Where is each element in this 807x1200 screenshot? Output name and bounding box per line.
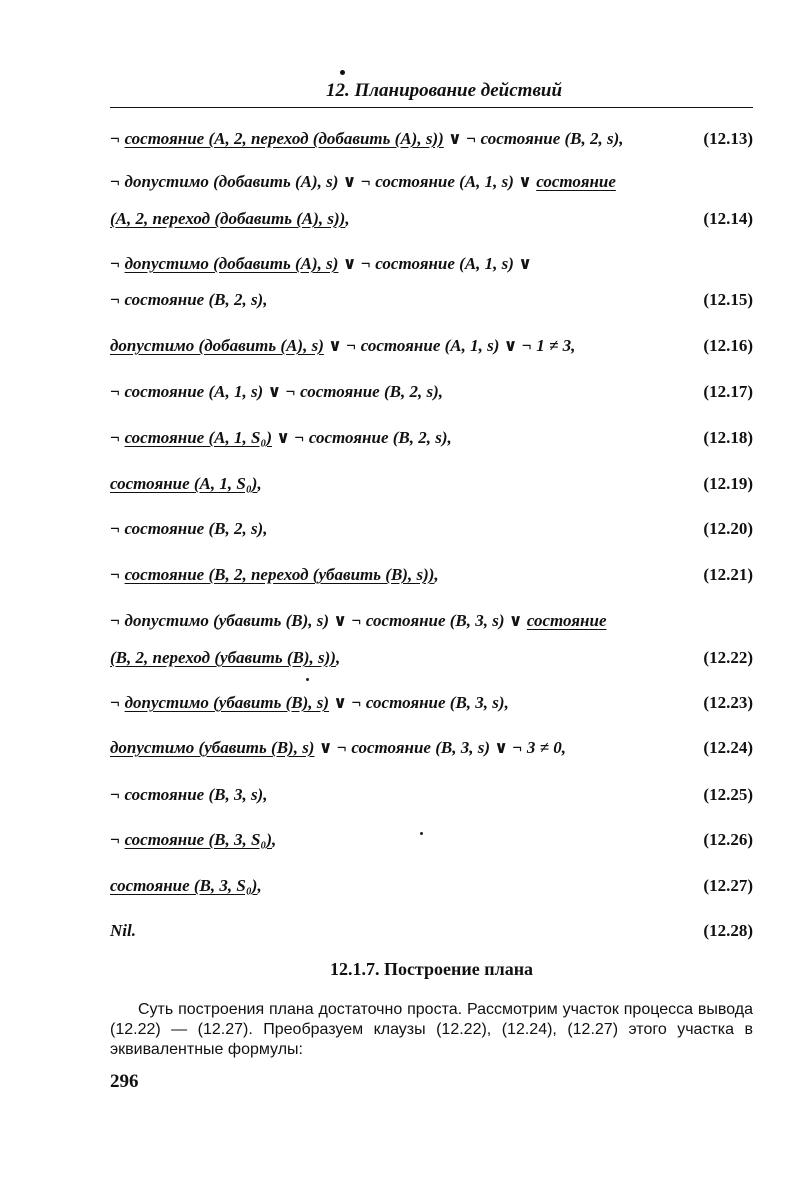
formula-line bbox=[110, 827, 753, 853]
formula-underlined-term: состояние (A, 1, S₀) bbox=[110, 474, 258, 493]
formula-term: ¬ состояние (B, 3, s), bbox=[110, 785, 268, 804]
formula-line bbox=[110, 608, 753, 634]
formula-line bbox=[110, 379, 753, 405]
equation-number: (12.22) bbox=[703, 648, 753, 667]
formula-expression bbox=[110, 126, 624, 152]
formula-term: ∨ ¬ состояние (A, 1, s) ∨ bbox=[338, 254, 533, 273]
formula-expression bbox=[110, 645, 340, 671]
running-head: 12. Планирование действий bbox=[326, 80, 563, 101]
equation-number: (12.18) bbox=[703, 428, 753, 447]
formula-underlined-term: состояние (A, 1, S₀) bbox=[124, 428, 272, 447]
formula-underlined-term: (B, 2, переход (убавить (B), s)) bbox=[110, 648, 336, 667]
formula-expression bbox=[110, 471, 262, 497]
body-paragraph bbox=[110, 1000, 753, 1060]
header-dot bbox=[340, 70, 345, 75]
formula-expression bbox=[110, 169, 616, 195]
formula-line bbox=[110, 690, 753, 716]
formula-line bbox=[110, 782, 753, 808]
formula-line bbox=[110, 562, 753, 588]
formula-underlined-term: состояние (A, 2, переход (добавить (A), s)) bbox=[124, 129, 444, 148]
formula-term: ¬ состояние (A, 1, s) ∨ ¬ состояние (B, 2, s), bbox=[110, 382, 443, 401]
formula-line bbox=[110, 333, 753, 359]
equation-number: (12.23) bbox=[703, 693, 753, 712]
formula-term: ¬ состояние (B, 2, s), bbox=[110, 290, 268, 309]
formula-expression bbox=[110, 690, 509, 716]
formula-term: ∨ ¬ состояние (B, 2, s), bbox=[443, 129, 624, 148]
formula-expression bbox=[110, 782, 267, 808]
formula-underlined-term: допустимо (убавить (B), s) bbox=[110, 738, 315, 757]
print-speck bbox=[306, 678, 309, 681]
formula-underlined-term: (A, 2, переход (добавить (A), s)) bbox=[110, 209, 346, 228]
equation-number: (12.28) bbox=[703, 921, 753, 940]
formula-expression bbox=[110, 827, 276, 853]
equation-number: (12.20) bbox=[703, 519, 753, 538]
page-number: 296 bbox=[110, 1071, 139, 1092]
formula-underlined-term: допустимо (убавить (B), s) bbox=[124, 693, 330, 712]
section-title: 12.1.7. Построение плана bbox=[329, 959, 534, 979]
formula-expression bbox=[110, 206, 350, 232]
formula-term: , bbox=[272, 830, 277, 849]
formula-term: ∨ ¬ состояние (A, 1, s) ∨ ¬ 1 ≠ 3, bbox=[323, 336, 576, 355]
formula-expression bbox=[110, 379, 443, 405]
equation-number: (12.16) bbox=[703, 336, 753, 355]
print-speck bbox=[420, 832, 423, 835]
formula-term: ∨ ¬ состояние (B, 2, s), bbox=[272, 428, 452, 447]
formula-line bbox=[110, 287, 753, 313]
formula-line bbox=[110, 206, 753, 232]
formula-term: ¬ допустимо (добавить (A), s) ∨ ¬ состояние (A, 1, s) ∨ bbox=[110, 172, 537, 191]
equation-number: (12.14) bbox=[703, 209, 753, 228]
equation-number: (12.27) bbox=[703, 876, 753, 895]
formula-underlined-term: состояние bbox=[536, 172, 616, 191]
formula-expression bbox=[110, 516, 267, 542]
formula-term: , bbox=[335, 648, 341, 667]
formula-underlined-term: допустимо (добавить (A), s) bbox=[110, 336, 324, 355]
formula-term: , bbox=[345, 209, 350, 228]
formula-expression bbox=[110, 333, 575, 359]
formula-expression bbox=[110, 608, 607, 634]
formula-line bbox=[110, 735, 753, 761]
formula-line bbox=[110, 918, 753, 944]
formula-expression bbox=[110, 251, 532, 277]
equation-number: (12.26) bbox=[703, 830, 753, 849]
formula-line bbox=[110, 645, 753, 671]
formula-line bbox=[110, 169, 753, 195]
formula-term: , bbox=[257, 876, 262, 895]
equation-number: (12.25) bbox=[703, 785, 753, 804]
paragraph-text: Суть построения плана достаточно проста. Рассмотрим участок процесса вывода (12.22) — (12.27). Преобразуем клаузы (12.22), (12.24), (12.27) этого участка в эквивалентные формулы: bbox=[110, 1001, 753, 1058]
formula-term: ∨ ¬ состояние (B, 3, s) ∨ ¬ 3 ≠ 0, bbox=[314, 738, 566, 757]
formula-expression bbox=[110, 735, 566, 761]
formula-expression bbox=[110, 873, 262, 899]
equation-number: (12.13) bbox=[703, 129, 753, 148]
formula-term: ¬ bbox=[110, 693, 125, 712]
formula-expression bbox=[110, 425, 452, 451]
formula-expression bbox=[110, 918, 136, 944]
formula-expression bbox=[110, 562, 439, 588]
formula-expression bbox=[110, 287, 267, 313]
formula-underlined-term: состояние (B, 3, S₀) bbox=[110, 876, 258, 895]
equation-number: (12.21) bbox=[703, 565, 753, 584]
equation-number: (12.15) bbox=[703, 290, 753, 309]
formula-line bbox=[110, 126, 753, 152]
formula-term: ¬ bbox=[110, 830, 125, 849]
formula-underlined-term: состояние (B, 3, S₀) bbox=[124, 830, 272, 849]
formula-line bbox=[110, 251, 753, 277]
formula-underlined-term: состояние (B, 2, переход (убавить (B), s)) bbox=[124, 565, 435, 584]
formula-term: ¬ bbox=[110, 565, 125, 584]
equation-number: (12.17) bbox=[703, 382, 753, 401]
formula-term: ¬ состояние (B, 2, s), bbox=[110, 519, 268, 538]
formula-term: Nil. bbox=[110, 921, 136, 940]
formula-term: , bbox=[257, 474, 262, 493]
formula-term: ∨ ¬ состояние (B, 3, s), bbox=[329, 693, 509, 712]
formula-term: , bbox=[434, 565, 439, 584]
equation-number: (12.24) bbox=[703, 738, 753, 757]
header-rule bbox=[110, 107, 753, 108]
equation-number: (12.19) bbox=[703, 474, 753, 493]
formula-term: ¬ bbox=[110, 428, 125, 447]
formula-line bbox=[110, 516, 753, 542]
formula-underlined-term: допустимо (добавить (A), s) bbox=[124, 254, 339, 273]
formula-term: ¬ bbox=[110, 129, 125, 148]
formula-line bbox=[110, 471, 753, 497]
formula-term: ¬ допустимо (убавить (B), s) ∨ ¬ состояние (B, 3, s) ∨ bbox=[110, 611, 527, 630]
formula-line bbox=[110, 425, 753, 451]
formula-underlined-term: состояние bbox=[526, 611, 607, 630]
formula-line bbox=[110, 873, 753, 899]
formula-term: ¬ bbox=[110, 254, 125, 273]
